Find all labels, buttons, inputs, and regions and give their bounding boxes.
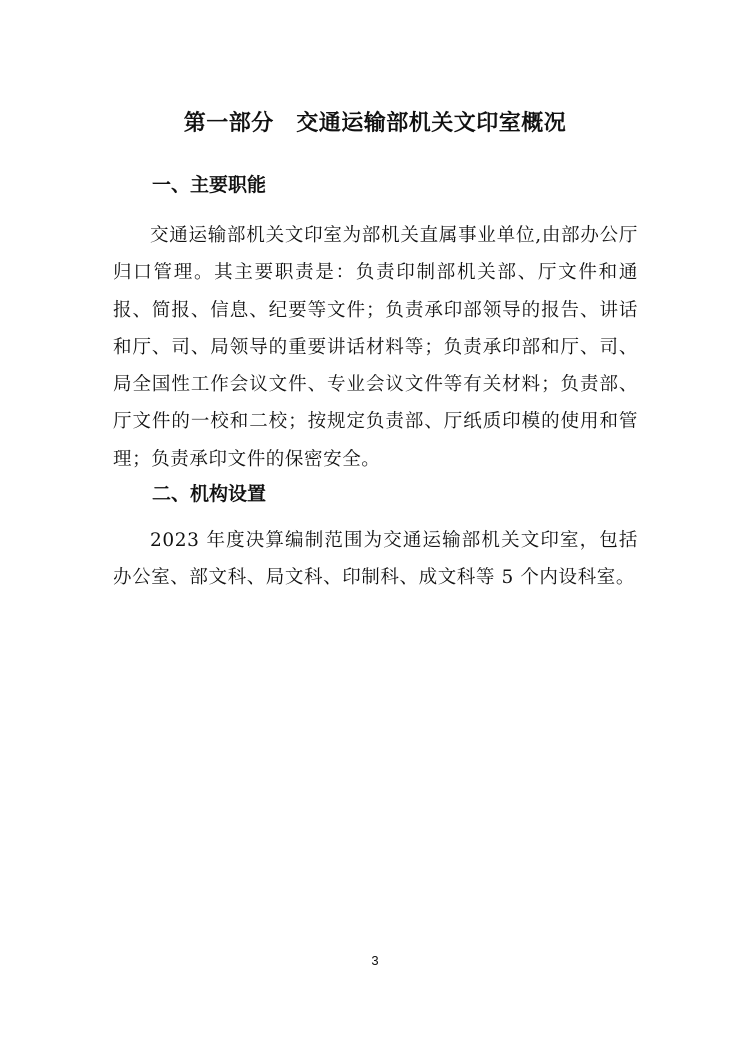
section-paragraph-organization: 2023 年度决算编制范围为交通运输部机关文印室，包括办公室、部文科、局文科、印制科、成文科等 5 个内设科室。 xyxy=(113,530,638,589)
section-heading-organization: 二、机构设置 xyxy=(152,483,267,505)
page-number: 3 xyxy=(371,953,379,968)
page-title: 第一部分 交通运输部机关文印室概况 xyxy=(183,111,567,136)
section-paragraph-main-functions: 交通运输部机关文印室为部机关直属事业单位,由部办公厅归口管理。其主要职责是：负责印制部机关部、厅文件和通报、简报、信息、纪要等文件；负责承印部领导的报告、讲话和厅、司、局领导的重要讲话材料等；负责承印部和厅、司、局全国性工作会议文件、专业会议文件等有关材料；负责部、厅文件的一校和二校；按规定负责部、厅纸质印模的使用和管理；负责承印文件的保密安全。 xyxy=(113,225,638,470)
section-heading-main-functions: 一、主要职能 xyxy=(152,174,267,196)
